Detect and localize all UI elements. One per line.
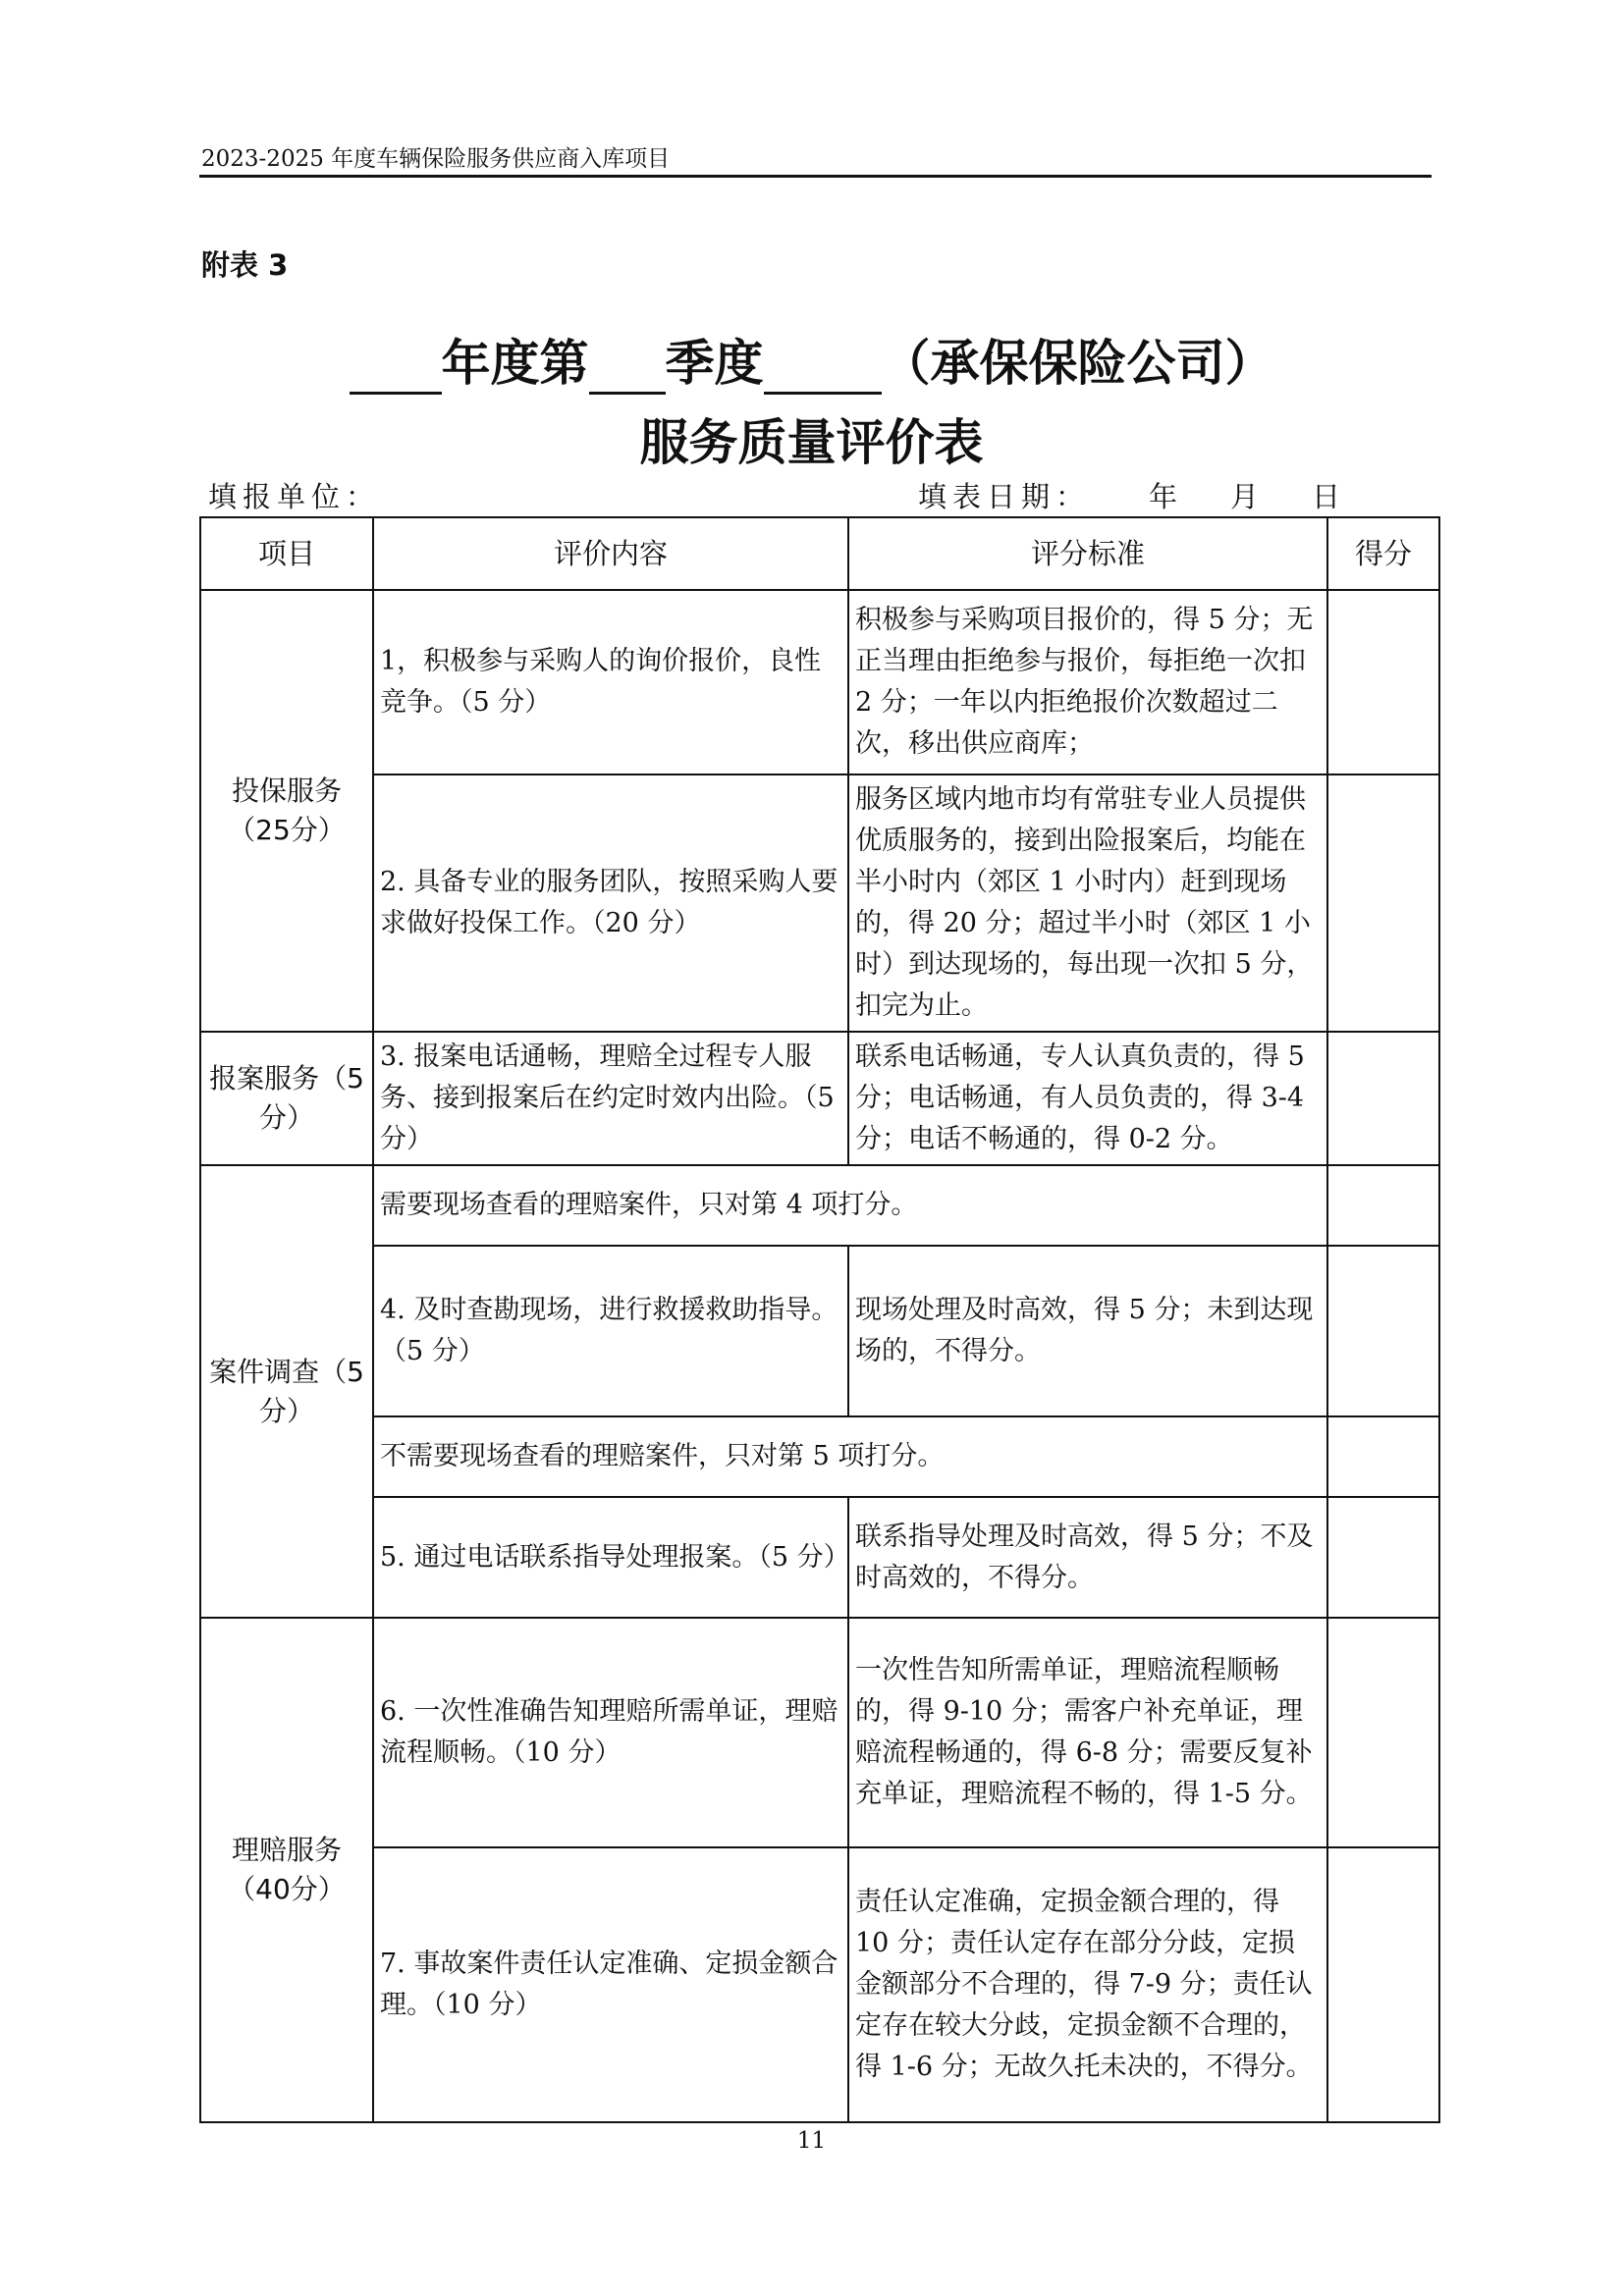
fill-date-label: 填表日期： [918,480,1091,513]
row3-score[interactable] [1327,1032,1439,1165]
date-day: 日 [1312,480,1347,513]
date-year: 年 [1149,480,1184,513]
category-underwriting: 投保服务（25分） [200,590,373,1032]
row1-content: 1，积极参与采购人的询价报价，良性竞争。（5 分） [373,590,848,774]
page-number: 11 [796,2128,827,2154]
table-row [200,1416,1439,1497]
table-row [200,1165,1439,1246]
row7-score[interactable] [1327,1847,1439,2122]
note-offsite: 不需要现场查看的理赔案件，只对第 5 项打分。 [373,1416,1327,1497]
row6-criteria: 一次性告知所需单证，理赔流程顺畅的，得 9-10 分；需客户补充单证，理赔流程畅通的，得 6-8 分；需要反复补充单证，理赔流程不畅的，得 1-5 分。 [848,1618,1327,1847]
date-month: 月 [1230,480,1266,513]
form-title-line1 [0,324,1623,395]
row4-score[interactable] [1327,1246,1439,1416]
year-blank[interactable] [350,345,442,395]
row5-score[interactable] [1327,1497,1439,1618]
note-onsite: 需要现场查看的理赔案件，只对第 4 项打分。 [373,1165,1327,1246]
row2-criteria: 服务区域内地市均有常驻专业人员提供优质服务的，接到出险报案后，均能在半小时内（郊区 1 小时内）赶到现场的，得 20 分；超过半小时（郊区 1 小时）到达现场的，每出现一次扣 5 分，扣完为止。 [848,774,1327,1032]
table-row [200,774,1439,1032]
note-onsite-score[interactable] [1327,1165,1439,1246]
row1-criteria: 积极参与采购项目报价的，得 5 分；无正当理由拒绝参与报价，每拒绝一次扣 2 分；一年以内拒绝报价次数超过二次，移出供应商库； [848,590,1327,774]
reporting-unit-label: 填报单位： [208,480,381,513]
row6-content: 6. 一次性准确告知理赔所需单证，理赔流程顺畅。（10 分） [373,1618,848,1847]
row4-criteria: 现场处理及时高效，得 5 分；未到达现场的，不得分。 [848,1246,1327,1416]
row7-criteria: 责任认定准确，定损金额合理的，得 10 分；责任认定存在部分分歧，定损金额部分不合理的，得 7-9 分；责任认定存在较大分歧，定损金额不合理的，得 1-6 分；无故久托未决的，不得分。 [848,1847,1327,2122]
annex-label: 附表 3 [201,248,289,282]
evaluation-table [199,516,1440,2123]
row3-content: 3. 报案电话通畅，理赔全过程专人服务、接到报案后在约定时效内出险。（5 分） [373,1032,848,1165]
row2-score[interactable] [1327,774,1439,1032]
table-row [200,1847,1439,2122]
row7-content: 7. 事故案件责任认定准确、定损金额合理。（10 分） [373,1847,848,2122]
row6-score[interactable] [1327,1618,1439,1847]
table-row [200,1032,1439,1165]
header-content: 评价内容 [373,517,848,590]
header-rule [199,175,1432,178]
table-row [200,1497,1439,1618]
title-year-text: 年度第 [441,335,589,392]
title-quarter-text: 季度 [665,335,764,392]
category-claims: 理赔服务（40分） [200,1618,373,2122]
row4-content: 4. 及时查勘现场，进行救援救助指导。（5 分） [373,1246,848,1416]
header-item: 项目 [200,517,373,590]
category-report: 报案服务（5分） [200,1032,373,1165]
table-row [200,1618,1439,1847]
header-score: 得分 [1327,517,1439,590]
note-offsite-score[interactable] [1327,1416,1439,1497]
form-title-line2: 服务质量评价表 [639,414,984,471]
quarter-blank[interactable] [589,345,666,395]
header-criteria: 评分标准 [848,517,1327,590]
table-row [200,590,1439,774]
category-investigation: 案件调查（5分） [200,1165,373,1618]
table-row [200,1246,1439,1416]
row2-content: 2. 具备专业的服务团队，按照采购人要求做好投保工作。（20 分） [373,774,848,1032]
fill-date [918,475,1346,515]
running-header: 2023-2025 年度车辆保险服务供应商入库项目 [201,146,671,172]
row5-criteria: 联系指导处理及时高效，得 5 分；不及时高效的，不得分。 [848,1497,1327,1618]
table-header-row [200,517,1439,590]
row1-score[interactable] [1327,590,1439,774]
row3-criteria: 联系电话畅通，专人认真负责的，得 5 分；电话畅通，有人员负责的，得 3-4 分；电话不畅通的，得 0-2 分。 [848,1032,1327,1165]
company-blank[interactable] [764,345,882,395]
row5-content: 5. 通过电话联系指导处理报案。（5 分） [373,1497,848,1618]
title-company-text: （承保保险公司） [881,335,1274,392]
